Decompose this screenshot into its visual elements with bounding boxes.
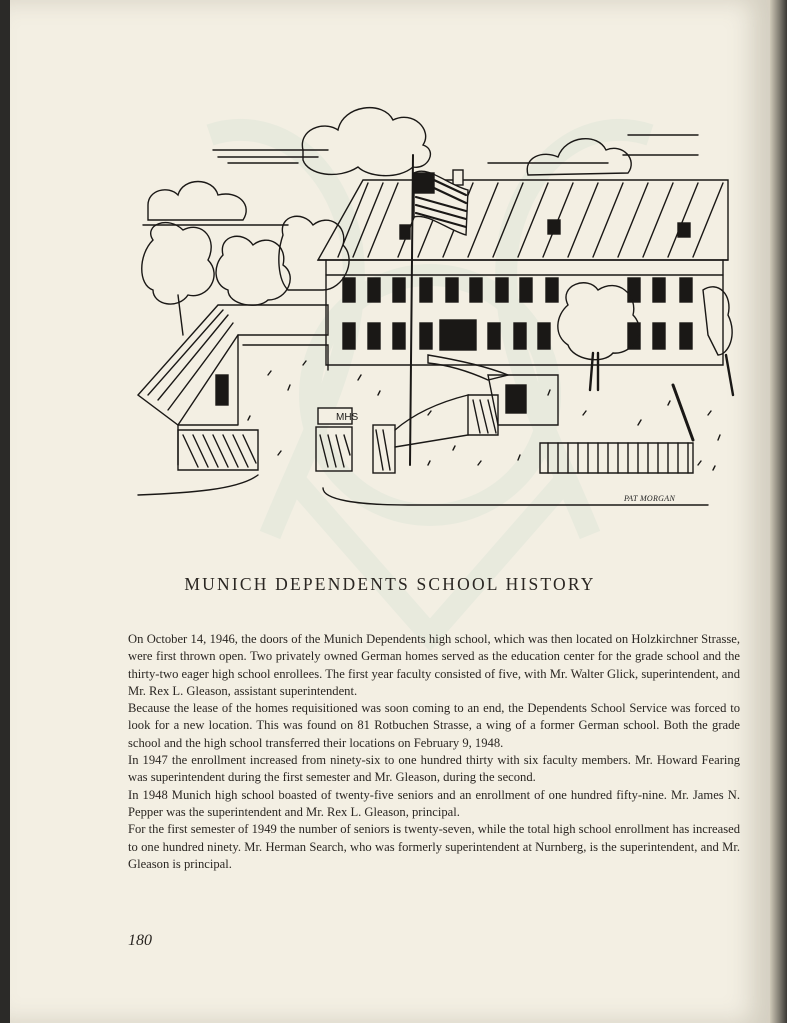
paragraph: For the first semester of 1949 the number of seniors is twenty-seven, while the total high school enrollment has increased to one hundred ninety. Mr. Herman Search, who was formerly superintendent at Nurnberg, is the superintendent, and Mr. Gleason is principal. [128, 822, 740, 871]
history-text [128, 631, 740, 873]
paragraph: Because the lease of the homes requisitioned was soon coming to an end, the Dependents School Service was forced to look for a new location. This was found on 81 Rotbuchen Strasse, a wing of a former German school. Both the grade school and the high school transferred their locations on February 9, 1948. [128, 701, 740, 750]
book-page [10, 0, 770, 1023]
paragraph: On October 14, 1946, the doors of the Munich Dependents high school, which was then located on Holzkirchner Strasse, were first thrown open. Two privately owned German homes served as the education center for the grade school and the thirty-two eager high school enrollees. The first year faculty consisted of five, with Mr. Walter Glick, superintendent, and Mr. Rex L. Gleason, assistant superintendent. [128, 632, 740, 698]
mhs-sign: MHS [336, 412, 359, 423]
school-building-illustration [128, 95, 738, 515]
paragraph: In 1948 Munich high school boasted of twenty-five seniors and an enrollment of one hundred fifty-nine. Mr. James N. Pepper was the superintendent and Mr. Rex L. Gleason, principal. [128, 787, 740, 819]
artist-signature: PAT MORGAN [624, 494, 676, 503]
book-gutter [770, 0, 787, 1023]
paragraph: In 1947 the enrollment increased from ninety-six to one hundred thirty with six faculty members. Mr. Howard Fearing was superintendent during the first semester and Mr. Gleason, during the second. [128, 753, 740, 785]
page-title: MUNICH DEPENDENTS SCHOOL HISTORY [184, 574, 596, 594]
page-number: 180 [128, 932, 152, 949]
